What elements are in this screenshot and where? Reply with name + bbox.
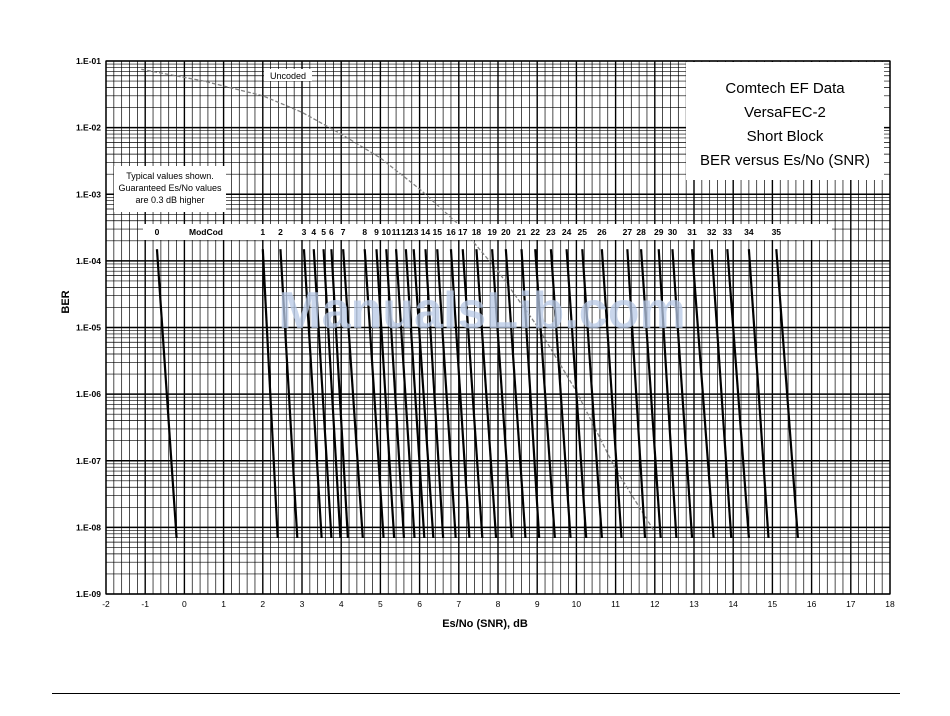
modcod-label-26: 26 [597,227,607,237]
x-tick-label: 16 [806,599,817,609]
modcod-label-20: 20 [501,227,511,237]
modcod-label-8: 8 [362,227,368,237]
x-tick-label: 5 [378,599,383,609]
y-tick-label: 1.E-07 [75,455,101,466]
x-axis-label: Es/No (SNR), dB [442,618,528,630]
x-tick-label: 1 [221,599,226,609]
modcod-label-band [143,224,832,240]
modcod-label-9: 9 [374,227,379,237]
modcod-label-23: 23 [546,227,556,237]
x-tick-label: 7 [456,599,462,609]
modcod-label-14: 14 [420,227,431,237]
modcod-label-0: 0 [154,227,160,237]
x-tick-label: 6 [417,599,422,609]
modcod-label-10: 10 [381,227,392,237]
modcod-line-1 [263,249,278,538]
page-divider [52,693,900,694]
modcod-label-32: 32 [706,227,717,237]
modcod-label-11: 11 [391,227,401,237]
modcod-label-22: 22 [530,227,540,237]
x-tick-label: 4 [338,599,344,609]
typical-values-note-line: are 0.3 dB higher [135,195,205,205]
x-tick-label: 8 [495,599,501,609]
typical-values-note [114,166,226,212]
modcod-label-13: 13 [408,227,419,237]
modcod-line-31 [692,249,714,538]
x-tick-label: 3 [299,599,305,609]
x-tick-label: 17 [846,599,856,609]
modcod-label-34: 34 [744,227,754,237]
modcod-label-27: 27 [622,227,633,237]
x-tick-label: 11 [611,599,621,609]
modcod-label-28: 28 [636,227,646,237]
chart-title-line-4: BER versus Es/No (SNR) [699,152,871,169]
y-tick-label: 1.E-02 [75,122,101,133]
modcod-label-21: 21 [516,227,527,237]
chart-title-line-1: Comtech EF Data [725,80,845,97]
modcod-label-31: 31 [687,227,697,237]
uncoded-label-text: Uncoded [269,71,307,81]
y-tick-label: 1.E-05 [75,322,101,333]
y-tick-label: 1.E-08 [75,522,101,533]
modcod-label-33: 33 [722,227,733,237]
chart-title-line-2: VersaFEC-2 [744,104,826,121]
modcod-label-6: 6 [329,227,334,237]
modcod-line-34 [749,249,769,538]
x-tick-label: -2 [102,599,110,609]
chart-title-line-3: Short Block [746,128,824,145]
modcod-label-30: 30 [667,227,678,237]
y-tick-label: 1.E-06 [75,389,101,400]
modcod-label-4: 4 [311,227,317,237]
x-tick-label: 10 [571,599,582,609]
modcod-label-16: 16 [446,227,456,237]
typical-values-note-line: Typical values shown. [126,171,214,181]
modcod-label-15: 15 [432,227,442,237]
y-tick-label: 1.E-09 [75,589,101,599]
modcod-label-3: 3 [301,227,307,237]
modcod-label-18: 18 [471,227,482,237]
modcod-label-1: 1 [260,227,266,237]
modcod-label-7: 7 [340,227,346,237]
y-tick-label: 1.E-01 [75,56,101,66]
x-tick-label: 13 [689,599,699,609]
modcod-line-33 [727,249,749,538]
x-tick-label: 18 [885,599,895,609]
modcod-line-32 [712,249,732,538]
x-tick-label: 12 [650,599,660,609]
modcod-line-0 [157,249,177,538]
x-tick-label: 9 [534,599,540,609]
modcod-header: ModCod [189,227,223,237]
modcod-label-24: 24 [561,227,572,237]
typical-values-note-line: Guaranteed Es/No values [118,183,222,193]
y-tick-label: 1.E-04 [75,255,101,266]
x-tick-label: 14 [728,599,738,609]
modcod-line-35 [776,249,798,538]
y-tick-label: 1.E-03 [75,189,101,200]
x-tick-label: 0 [182,599,187,609]
modcod-label-17: 17 [457,227,468,237]
modcod-label-2: 2 [278,227,283,237]
x-tick-label: 2 [260,599,266,609]
x-tick-label: -1 [141,599,149,609]
watermark: ManualsLib.com [278,282,686,340]
modcod-label-12: 12 [401,227,411,237]
modcod-label-35: 35 [771,227,782,237]
modcod-label-29: 29 [653,227,664,237]
title-box [686,62,884,180]
uncoded-label [264,69,312,81]
modcod-label-19: 19 [487,227,497,237]
y-axis-label: BER [60,290,72,314]
modcod-label-25: 25 [577,227,588,237]
modcod-label-5: 5 [321,227,326,237]
x-tick-label: 15 [767,599,778,609]
